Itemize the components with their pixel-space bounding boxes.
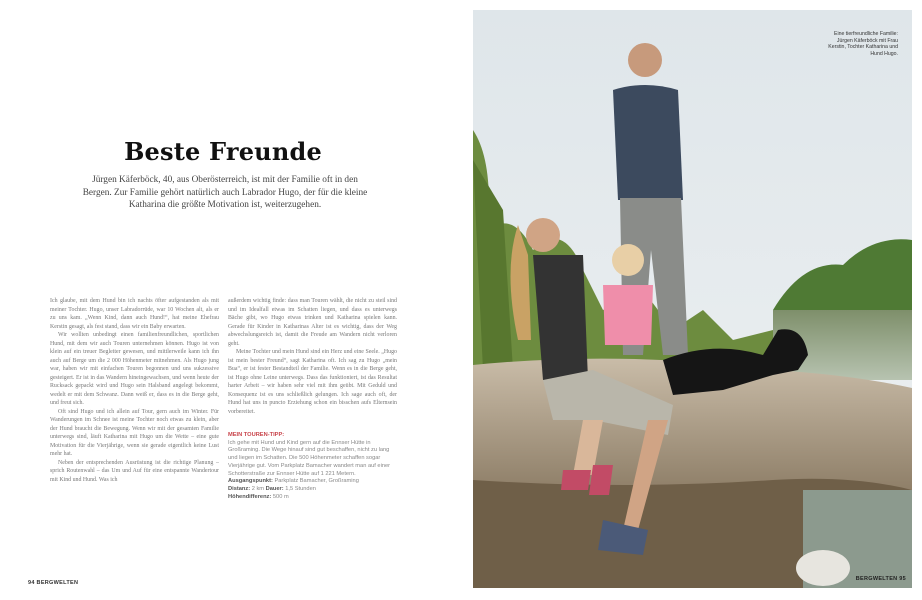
start-label: Ausgangspunkt: bbox=[228, 478, 273, 485]
tour-tip-label: MEIN TOUREN-TIPP: bbox=[228, 432, 285, 438]
tour-tip-start bbox=[228, 478, 400, 486]
family-photo bbox=[473, 10, 912, 588]
tour-tip-text: Ich gehe mit Hund und Kind gern auf die Ennser Hütte in Großraming. Die Wege hinauf sind gut beschaffen, nicht zu lang und liegen im Schatten. Die 500 Höhenmeter schaffen sogar Vierjährige gut. Vom Parkplatz Bamacher wandert man auf einer Schotterstraße zur Ennser Hütte auf 1 221 Metern. bbox=[228, 439, 391, 477]
article-intro: Jürgen Käferböck, 40, aus Oberösterreich, ist mit der Familie oft in den Bergen. Zur Familie gehört natürlich auch Labrador Hugo, der für die kleine Katharina die größte Motivation ist, weiterzugehen. bbox=[82, 175, 368, 210]
photo-caption: Eine tierfreundliche Familie: Jürgen Käferböck mit Frau Kerstin, Tochter Katharina und Hund Hugo. bbox=[828, 31, 898, 57]
elevation-value: 500 m bbox=[272, 493, 289, 500]
photo-illustration bbox=[473, 10, 912, 588]
body-column-2 bbox=[228, 297, 397, 501]
duration-label: Dauer: bbox=[265, 485, 284, 492]
tour-tip-elevation bbox=[228, 494, 400, 502]
page-number-left: 94 BERGWELTEN bbox=[28, 580, 79, 586]
body-column-1 bbox=[50, 297, 219, 484]
elevation-label: Höhendifferenz: bbox=[228, 493, 272, 500]
distance-label: Distanz: bbox=[228, 485, 251, 492]
page-number-right: BERGWELTEN 95 bbox=[855, 576, 906, 582]
paragraph: Wir wollten unbedingt einen familienfreundlichen, sportlichen Hund, mit dem wir auch Touren unternehmen können. Hugo ist von klein auf ein treuer Begleiter gewesen, und mittlerweile kann ich ihn auch auf Berge um die 2 000 Höhenmeter mitnehmen. Als Hugo jung war, haben wir mit einfachen Touren begonnen und uns sukzessive gesteigert. Er ist in das Wandern hineingewachsen, und wenn heute der Rucksack gepackt wird und Hugo sein Halsband angelegt bekommt, wedelt er mit dem Schwanz. Dann weiß er, dass es in die Berge geht, und freut sich. bbox=[50, 332, 219, 406]
tour-tip-distance bbox=[228, 486, 400, 494]
duration-value: 1,5 Stunden bbox=[285, 485, 316, 492]
paragraph: Ich glaube, mit dem Hund bin ich nachts öfter aufgestanden als mit meiner Tochter. Hugo, unser Labradorrüde, war 10 Wochen alt, als er zu uns kam. „Wenn Kind, dann auch Hund!“, hat meine Ehefrau Kerstin gesagt, als fest stand, dass wir ein Baby erwarten. bbox=[50, 298, 219, 330]
paragraph: außerdem wichtig finde: dass man Touren wählt, die nicht zu steil sind und im Idealfall etwas im Schatten liegen, und dass es unterwegs Bäche gibt, wo Hugo etwas trinken und Katharina spielen kann. Gerade für Kinder in Katharinas Alter ist es wichtig, dass der Weg abwechslungsreich ist, damit die Freude am Wandern nicht verloren geht. bbox=[228, 298, 397, 347]
start-value: Parkplatz Bamacher, Großraming bbox=[274, 478, 359, 485]
tour-tip-box bbox=[228, 432, 400, 501]
paragraph: Meine Tochter und mein Hund sind ein Herz und eine Seele. „Hugo ist mein bester Freund“, sagt Katharina oft. Ich sag zu Hugo „mein Bua“, er ist fester Bestandteil der Familie. Wenn es in die Berge geht, ist Hugo ohne Leine unterwegs. Dass das funktioniert, ist das Resultat harter Arbeit – wir haben sehr viel mit ihm geübt. Mit Geduld und Konsequenz ist es uns schließlich gelungen. Ich sage auch oft, der Hund hat uns in puncto Erziehung schon ein bisschen aufs Elternsein vorbereitet. bbox=[228, 349, 397, 415]
article-title: Beste Freunde bbox=[124, 137, 322, 166]
paragraph: Neben der entsprechenden Ausrüstung ist die richtige Planung – sprich Routenwahl – das Um und Auf für eine entspannte Wandertour mit Kind und Hund. Was ich bbox=[50, 459, 219, 483]
paragraph: Oft sind Hugo und ich allein auf Tour, gern auch im Winter. Für Wanderungen im Schnee ist meine Tochter noch etwas zu klein, aber der Hund braucht die Bewegung. Wenn wir mit der gesamten Familie unterwegs sind, läuft Katharina mit Hugo um die Wette – eine gute Motivation für die Vierjährige, wenn sie gerade eigentlich keine Lust mehr hat. bbox=[50, 408, 219, 457]
distance-value: 2 km bbox=[251, 485, 265, 492]
